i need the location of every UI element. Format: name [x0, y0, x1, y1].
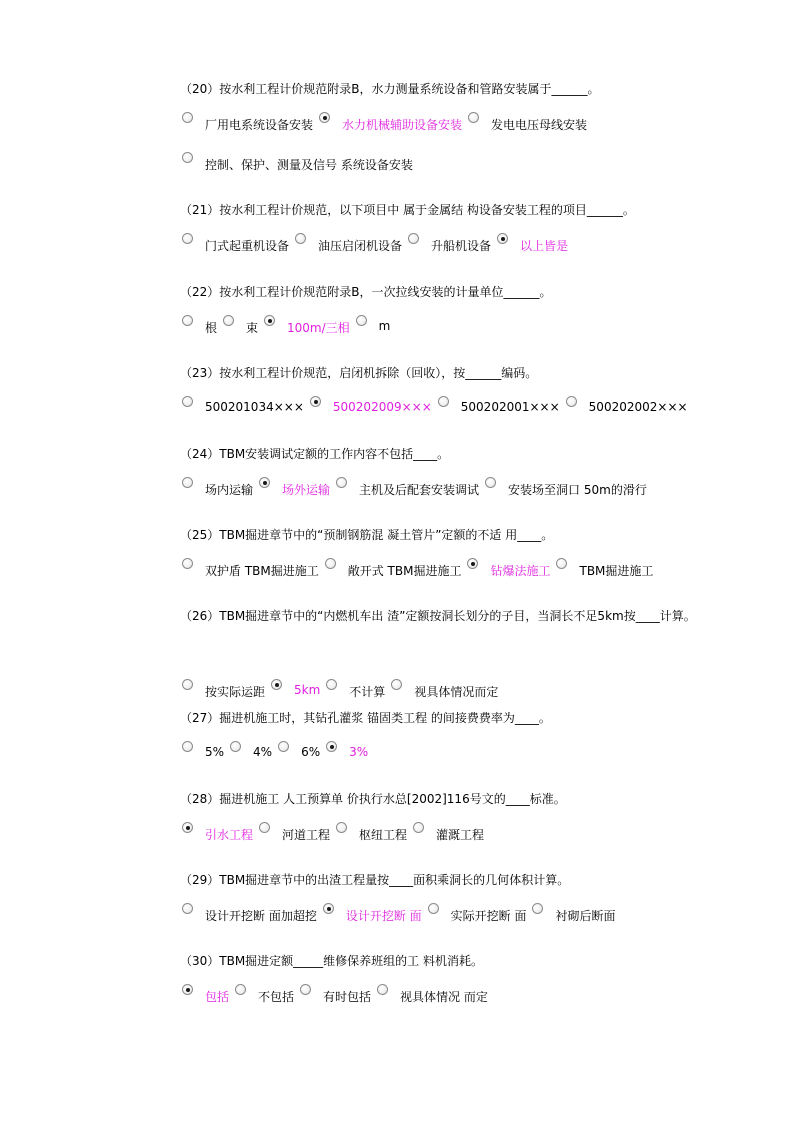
- question-text: （25）TBM掘进章节中的“预制钢筋混 凝土管片”定额的不适 用____。: [180, 528, 554, 542]
- answer-option[interactable]: [326, 683, 389, 700]
- option-label: 视具体情况 而定: [400, 990, 488, 1004]
- radio-unselected-icon[interactable]: [326, 679, 337, 690]
- radio-unselected-icon[interactable]: [182, 112, 193, 123]
- answer-option[interactable]: [182, 156, 417, 173]
- question-text: （21）按水利工程计价规范，以下项目中 属于金属结 构设备安装工程的项目______。: [180, 203, 635, 217]
- answer-option[interactable]: [182, 116, 317, 133]
- radio-unselected-icon[interactable]: [182, 233, 193, 244]
- radio-unselected-icon[interactable]: [182, 477, 193, 488]
- radio-unselected-icon[interactable]: [408, 233, 419, 244]
- option-label: 安装场至洞口 50m的滑行: [508, 483, 647, 497]
- option-label: TBM掘进施工: [579, 564, 654, 578]
- option-label: 3%: [349, 745, 369, 759]
- option-label: 河道工程: [282, 828, 331, 842]
- answer-option[interactable]: [182, 400, 308, 414]
- option-label: 不包括: [258, 990, 295, 1004]
- answer-option[interactable]: [182, 826, 257, 843]
- option-label: 以上皆是: [520, 239, 569, 253]
- radio-unselected-icon[interactable]: [300, 984, 311, 995]
- option-label: 升船机设备: [431, 239, 492, 253]
- question-text: （30）TBM掘进定额_____维修保养班组的工 料机消耗。: [180, 954, 484, 968]
- answer-option[interactable]: [428, 907, 531, 924]
- question-text: （28）掘进机施工 人工预算单 价执行水总[2002]116号文的____标准。: [180, 792, 566, 806]
- option-label: 衬砌后断面: [555, 909, 616, 923]
- option-label: 发电电压母线安装: [491, 118, 588, 132]
- options-row: [182, 481, 653, 501]
- radio-unselected-icon[interactable]: [230, 741, 241, 752]
- option-label: 灌溉工程: [436, 828, 485, 842]
- options-row: [182, 319, 396, 339]
- answer-option[interactable]: [336, 481, 483, 498]
- answer-option[interactable]: [235, 988, 298, 1005]
- options-row: [182, 562, 659, 582]
- answer-option[interactable]: [295, 237, 406, 254]
- option-label: 引水工程: [205, 828, 254, 842]
- radio-unselected-icon[interactable]: [223, 315, 234, 326]
- radio-unselected-icon[interactable]: [182, 558, 193, 569]
- option-label: 5km: [294, 683, 321, 697]
- radio-selected-icon[interactable]: [182, 822, 193, 833]
- option-label: 控制、保护、测量及信号 系统设备安装: [205, 158, 413, 172]
- option-label: m: [378, 319, 391, 333]
- answer-option[interactable]: [271, 683, 324, 697]
- radio-unselected-icon[interactable]: [336, 822, 347, 833]
- answer-option[interactable]: [323, 907, 426, 924]
- option-label: 实际开挖断 面: [450, 909, 527, 923]
- options-row: [182, 683, 504, 703]
- option-label: 500202002×××: [588, 400, 688, 414]
- answer-option[interactable]: [182, 319, 221, 336]
- answer-option[interactable]: [356, 319, 395, 333]
- answer-option[interactable]: [182, 745, 228, 759]
- answer-option[interactable]: [182, 237, 293, 254]
- answer-option[interactable]: [278, 745, 324, 759]
- radio-selected-icon[interactable]: [323, 903, 334, 914]
- answer-option[interactable]: [468, 116, 591, 133]
- radio-unselected-icon[interactable]: [556, 558, 567, 569]
- option-label: 门式起重机设备: [205, 239, 290, 253]
- radio-unselected-icon[interactable]: [235, 984, 246, 995]
- options-row: [182, 745, 374, 765]
- answer-option[interactable]: [310, 400, 436, 414]
- radio-unselected-icon[interactable]: [413, 822, 424, 833]
- radio-unselected-icon[interactable]: [356, 315, 367, 326]
- option-label: 设计开挖断 面加超挖: [205, 909, 317, 923]
- radio-unselected-icon[interactable]: [377, 984, 388, 995]
- question-text: （26）TBM掘进章节中的“内燃机车出 渣”定额按洞长划分的子目，当洞长不足5km按____计算。: [180, 609, 696, 623]
- radio-unselected-icon[interactable]: [182, 903, 193, 914]
- option-label: 视具体情况而定: [414, 685, 499, 699]
- option-label: 包括: [205, 990, 230, 1004]
- question-text: （24）TBM安装调试定额的工作内容不包括____。: [180, 447, 450, 461]
- radio-unselected-icon[interactable]: [468, 112, 479, 123]
- radio-selected-icon[interactable]: [271, 679, 282, 690]
- answer-option[interactable]: [230, 745, 276, 759]
- option-label: 500202001×××: [460, 400, 560, 414]
- option-label: 100m/三相: [287, 321, 350, 335]
- radio-unselected-icon[interactable]: [438, 396, 449, 407]
- answer-option[interactable]: [182, 683, 269, 700]
- radio-selected-icon[interactable]: [259, 477, 270, 488]
- radio-unselected-icon[interactable]: [182, 741, 193, 752]
- answer-option[interactable]: [438, 400, 564, 414]
- option-label: 束: [246, 321, 259, 335]
- answer-option[interactable]: [467, 562, 554, 579]
- answer-option[interactable]: [391, 683, 502, 700]
- radio-unselected-icon[interactable]: [428, 903, 439, 914]
- options-row: [182, 988, 494, 1008]
- question-text: （20）按水利工程计价规范附录B，水力测量系统设备和管路安装属于______。: [180, 82, 600, 96]
- answer-option[interactable]: [326, 745, 372, 759]
- radio-unselected-icon[interactable]: [295, 233, 306, 244]
- radio-selected-icon[interactable]: [326, 741, 337, 752]
- radio-unselected-icon[interactable]: [182, 396, 193, 407]
- option-label: 根: [205, 321, 218, 335]
- option-label: 钻爆法施工: [490, 564, 551, 578]
- question-text: （22）按水利工程计价规范附录B，一次拉线安装的计量单位______。: [180, 285, 552, 299]
- option-label: 500201034×××: [205, 400, 304, 414]
- answer-option[interactable]: [300, 988, 375, 1005]
- answer-option[interactable]: [556, 562, 657, 579]
- radio-unselected-icon[interactable]: [566, 396, 577, 407]
- options-row: [182, 826, 490, 846]
- option-label: 场内运输: [205, 483, 254, 497]
- radio-unselected-icon[interactable]: [391, 679, 402, 690]
- answer-option[interactable]: [497, 237, 572, 254]
- question-text: （27）掘进机施工时，其钻孔灌浆 锚固类工程 的间接费费率为____。: [180, 711, 551, 725]
- question-text: （23）按水利工程计价规范，启闭机拆除（回收），按______编码。: [180, 366, 538, 380]
- answer-option[interactable]: [377, 988, 492, 1005]
- radio-selected-icon[interactable]: [319, 112, 330, 123]
- option-label: 有时包括: [323, 990, 372, 1004]
- radio-unselected-icon[interactable]: [182, 679, 193, 690]
- option-label: 油压启闭机设备: [318, 239, 403, 253]
- option-label: 枢纽工程: [359, 828, 408, 842]
- radio-unselected-icon[interactable]: [182, 152, 193, 163]
- option-label: 设计开挖断 面: [345, 909, 422, 923]
- option-label: 6%: [301, 745, 321, 759]
- option-label: 水力机械辅助设备安装: [342, 118, 463, 132]
- answer-option[interactable]: [264, 319, 354, 336]
- options-row: [182, 907, 622, 927]
- radio-selected-icon[interactable]: [310, 396, 321, 407]
- radio-selected-icon[interactable]: [182, 984, 193, 995]
- options-row: [182, 237, 574, 257]
- answer-option[interactable]: [259, 826, 334, 843]
- answer-option[interactable]: [413, 826, 488, 843]
- option-label: 按实际运距: [205, 685, 266, 699]
- answer-option[interactable]: [408, 237, 495, 254]
- option-label: 不计算: [349, 685, 386, 699]
- answer-option[interactable]: [259, 481, 334, 498]
- option-label: 500202009×××: [332, 400, 432, 414]
- answer-option[interactable]: [182, 481, 257, 498]
- answer-option[interactable]: [319, 116, 466, 133]
- options-row: [182, 156, 419, 176]
- answer-option[interactable]: [182, 907, 321, 924]
- radio-unselected-icon[interactable]: [485, 477, 496, 488]
- option-label: 厂用电系统设备安装: [205, 118, 314, 132]
- answer-option[interactable]: [223, 319, 262, 336]
- option-label: 4%: [253, 745, 273, 759]
- answer-option[interactable]: [182, 988, 233, 1005]
- option-label: 场外运输: [282, 483, 331, 497]
- radio-selected-icon[interactable]: [467, 558, 478, 569]
- option-label: 主机及后配套安装调试: [359, 483, 480, 497]
- option-label: 5%: [205, 745, 225, 759]
- answer-option[interactable]: [566, 400, 692, 414]
- options-row: [182, 400, 694, 420]
- radio-selected-icon[interactable]: [264, 315, 275, 326]
- answer-option[interactable]: [325, 562, 466, 579]
- radio-unselected-icon[interactable]: [532, 903, 543, 914]
- answer-option[interactable]: [336, 826, 411, 843]
- radio-selected-icon[interactable]: [497, 233, 508, 244]
- options-row: [182, 116, 593, 136]
- radio-unselected-icon[interactable]: [325, 558, 336, 569]
- answer-option[interactable]: [532, 907, 619, 924]
- radio-unselected-icon[interactable]: [182, 315, 193, 326]
- question-text: （29）TBM掘进章节中的出渣工程量按____面积乘洞长的几何体积计算。: [180, 873, 570, 887]
- answer-option[interactable]: [485, 481, 651, 498]
- option-label: 敞开式 TBM掘进施工: [347, 564, 462, 578]
- radio-unselected-icon[interactable]: [259, 822, 270, 833]
- radio-unselected-icon[interactable]: [336, 477, 347, 488]
- option-label: 双护盾 TBM掘进施工: [205, 564, 319, 578]
- answer-option[interactable]: [182, 562, 323, 579]
- radio-unselected-icon[interactable]: [278, 741, 289, 752]
